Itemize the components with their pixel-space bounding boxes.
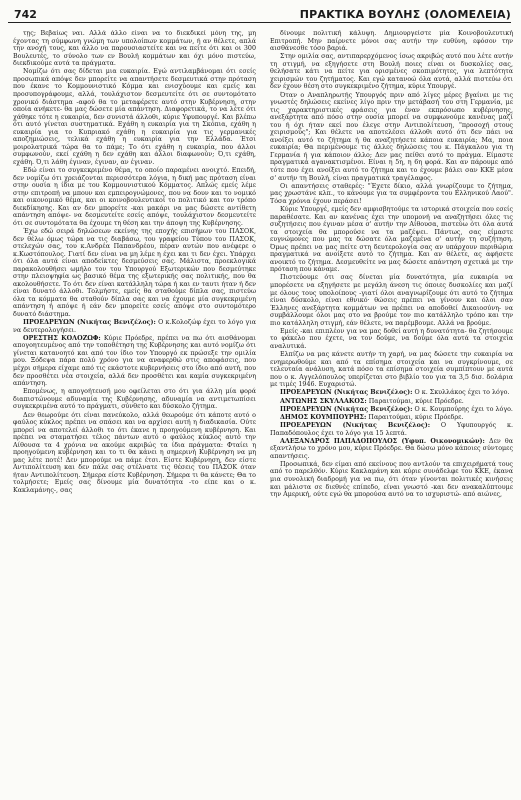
left-column: [13, 30, 256, 792]
paragraph: [13, 412, 256, 495]
paragraph-text: τῃς; Βεβαίως ναι. Αλλά άλλο είναι να το διεκδικεί μόνη της, μη έχοντας τη σύμφωνη γνώμη των υπολοίπων κομμάτων, ή αν θέλετε, απλά την ανοχή τους, και άλλο να παρουσιαστείτε και να πείτε ότι και οι 300 Βουλευτές, το σύνολο των εν Βουλή κομμάτων και όχι μόνο πιστεύω, διεκδικούμε αυτά τα πράγματα.: [13, 30, 256, 68]
paragraph-text: Ο κ. Σκυλλάκος έχει το λόγο.: [414, 389, 510, 397]
paragraph: [13, 167, 256, 227]
speaker-name: ΟΡΕΣΤΗΣ ΚΟΛΟΖΩΦ:: [23, 334, 101, 342]
paragraph-text: Ο κ. Κουμπούρης έχει το λόγο.: [414, 405, 513, 413]
paragraph-text: Στην ομιλία σας, αντιπαρερχόμενος ίσως ακριβώς αυτό που λέτε αυτήν τη στιγμή, να εξηγήσετε στη Βουλή ποιες είναι οι δυσκολίες σας, θελήσατε κάτι να πείτε για ορισμένες σκοπιμότητες, για λεπτότητα χειρισμών του ζητήματος. Και εγώ κατανοώ όλα αυτά, αλλά πιστεύω ότι δεν έχουν θέση στο συγκεκριμένο ζήτημα, κύριε Υπουργέ.: [270, 53, 513, 91]
paragraph: [270, 92, 513, 183]
paragraph-text: Έχω εδώ σειρά δηλώσεων εκείνης της εποχής επισήμων του ΠΑΣΟΚ, δεν θέλω όμως τώρα να τις διαβάσω, του γραφείου Τύπου του ΠΑΣΟΚ, στελεχών σας, του κ.Ανδρέα Παπανδρέου, πέραν αυτών που ανέφερε ο κ.Κωστόπουλος. Γιατί δεν είναι να μη λέμε η έχει και τι δεν έχει. Υπάρχει ότι όλα αυτά είναι αποδείκτες δεσμεύσεις σας. Μάλιστα, προεκλογικά παρακολουθήσει ωμήλο τον του Υπουργού Εξωτερικών που δεσμεύτηκε στην πλειοψηφία ως βασικό θέμα της εξωτερικής σας πολιτικής, που θα ακολουθήσετε. Το ότι δεν είναι κατάλληλη τώρα ή και εν ταυτι ήταν ή δεν είναι δυνατό άλλοθι. Τολμήστε, εμείς θα σταθούμε δίπλα σας, πιστεύω όλα τα κόμματα θα σταθούν δίπλα σας και να έχουμε μία συγκεκριμένη απάντηση ή απόψε ή εάν δεν μπορείτε εσείς απόψε στο συντομότερο δυνατό διάστημα.: [13, 228, 256, 319]
paragraph-text: Εμείς -και επιπλέον για να μας δοθεί αυτή η δυνατότητα- θα ζητήσουμε το φάκελο που έχετε, να τον δούμε, να δούμε όλα αυτά τα στοιχεία αναλυτικά.: [270, 327, 513, 350]
page-number: 742: [14, 8, 37, 21]
paragraph-text: Ελπίζω να μας κάνετε αυτήν τη χαρή, να μας δώσετε την ευκαιρία να ενημερωθούμε και από τα επίσημα στοιχεία και να συγκρίνουμε, σε τελευταία ανάλυση, κατά πόσο τα επίσημα στοιχεία συμπίπτουν με αυτά που ο κ. Αγγελόπουλος υπερίζεται στο βιβλίο του για τα 3,5 δισ. δολάρια με τιμές 1946. Ευχαριστώ.: [270, 351, 513, 389]
paragraph: [13, 228, 256, 319]
paragraph-text: Όταν ο Αναπληρωτής Υπουργός πριν από λίγες μέρες βγαίνει με τις γνωστές δηλώσεις εκείνες λίγο πριν την μετάβασή του στη Γερμανία, με τις χαρακτηριστικές φράσεις για έναν εκπρόσωπο κυβέρνησης, ανεξάρτητα από πόσο στην ουσία μπορεί να συμφωνούμε κανένας μαζί του ή όχι ήταν εκεί που έλεγε στην Αντιπολίτευση, "προσοχή στους χειρισμούς"; Και θέλετε να αποτελέσει άλλοθι αυτό ότι δεν πάει να ανοίξει αυτό το ζήτημα ή θα αναζητήσετε κάποια ευκαιρία; Μα, ποια ευκαιρία; Θα περιμένουμε τις άλλες δηλώσεις του κ. Πάγκαλου για τη Γερμανία ή για κάποιον άλλο; Δεν μας πείθει αυτό το πράγμα. Είμαστε πραγματικά αγανακτισμένοι. Είναι η 5η, η 6η φορά. Και αν πάρουμε από τότε που έχει ανοίξει αυτό το ζήτημα και το έχουμε βάλει σαν ΚΚΕ μέσα σ' αυτήν τη Βουλή, είναι πραγματικά τραγέλαφος.: [270, 91, 513, 182]
right-column: [270, 30, 513, 792]
paragraph-text: Επομένως, η απογοήτευσή μου οφείλεται στο ότι για άλλη μία φορά διαπιστώνουμε αδυναμία της Κυβέρνησης, αδυναμία να αντιμετωπίσει συγκεκριμένα αυτό το πράγματι, σύνθετο και δύσκολο ζήτημα.: [13, 388, 256, 411]
paragraph-text: Ο Υφυπουργός κ. Παπαδόπουλος έχει το λόγο για 15 λεπτά.: [270, 422, 513, 437]
paragraph: [270, 406, 513, 414]
paragraph: [270, 398, 513, 406]
paragraph-text: Παραιτούμαι, κύριε Πρόεδρε.: [368, 413, 464, 421]
paragraph: [270, 461, 513, 499]
speaker-name: ΠΡΟΕΔΡΕΥΩΝ (Νικήτας Βενιζέλος):: [280, 389, 413, 397]
speaker-name: ΔΗΜΟΣ ΚΟΥΜΠΟΥΡΗΣ:: [280, 413, 367, 421]
paragraph-text: Δεν θα εξαντλήσω το χρόνο μου, κύριε Πρόεδρε. Θα δώσω μόνο κάποιες σύντομες απαντήσεις.: [270, 437, 513, 460]
paragraph-text: Εδώ είναι το συγκεκριμένο θέμα, το οποίο παραμένει ανοιχτό. Επειδή, δεν νομίζω ότι χρειάζονται περισσότερα λόγια, η δική μας πρόταση είναι στην ουσία η ίδια με του Κομμουνιστικού Κόμματος. Απλώς εμείς λέμε στην επιτροπή να μπουν και εμπειρογνώμονες, που να δουν και το νομικό και οικονομικό θέμα, και οι κοινοβουλευτικοί το πολιτικό και τον τρόπο διεκδίκησης. Και αν δεν μπορείτε -και μακάρι να μας δώσετε αντίθετη απάντηση απόψε- να δεσμευτείτε εσείς απόψε, τουλάχιστον δεσμευτείτε ότι σε συντομότατα θα έχουμε τη θέση και την άποψη της Κυβέρνησης.: [13, 167, 256, 227]
paragraph: [270, 183, 513, 206]
paragraph: [270, 389, 513, 397]
paragraph-text: δίνουμε πολιτική κάλυψη. Δημιουργείστε μία Κοινοβουλευτική Επιτροπή. Μην παίρνετε μόνοι σας αυτήν την ευθύνη, εφόσον την αισθάνεσθε τόσο βαριά.: [270, 30, 513, 53]
paragraph: [13, 335, 256, 388]
paragraph-text: Ο κ.Κολοζώφ έχει το λόγο για να δευτερολογήσει.: [13, 319, 256, 334]
paragraph: [13, 319, 256, 334]
paragraph: [270, 274, 513, 327]
paragraph: [270, 30, 513, 53]
paragraph: [13, 30, 256, 68]
paragraph: [13, 68, 256, 166]
paragraph: [270, 351, 513, 389]
paragraph-text: Νομίζω ότι σας δίδεται μια ευκαιρία. Εγώ αντιλαμβάνομαι ότι εσείς προσωπικά απόψε δεν μπορείτε να απαντήσετε δεσμευτικά στην πρόταση που έκανε το Κομμουνιστικό Κόμμα και ενισχύουμε και εμείς και προσυπογράφουμε, αλλά, τουλάχιστον δεσμευτείτε ότι σε συντομότατο χρονικό διάστημα -αφού θα το μεταφέρετε αυτό στην Κυβέρνηση, στην οποία ανήκετε- θα μας δώσετε μία απάντηση. Διαφορετικά, το να λέτε ότι χάθηκε τότε η ευκαιρία, δεν συνιστά άλλοθι, κύριε Υφυπουργέ. Και βλέπω ότι αυτό γίνεται συστηματικά. Εχάθη η ευκαιρία για τη Σκόπια, εχάθη η ευκαιρία για το Κυπριακό εχάθη η ευκαιρία για τις γερμανικές αποζημιώσεις, τελικά εχάθη η ευκαιρία για την Ελλάδα. Έτσι μοιρολατρικά τώρα θα το πάμε; Το ότι εχάθη η ευκαιρία, που άλλοι συμφωνούν, εκεί εχάθη η δεν εχάθη και άλλοι διαφωνούν; Ό,τι εχάθη, εχάθη. Ό,τι λάθη έγιναν, έγιναν, αν έγιναν.: [13, 68, 256, 166]
speaker-name: ΠΡΟΕΔΡΕΥΩΝ (Νικήτας Βενιζέλος):: [280, 405, 413, 413]
paragraph-text: Οι απαντήσεις σταθερές: "Έχετε δίκιο, αλλά γνωρίζουμε το ζήτημα, μας χρωστάνε κλπ., το κάνουμε για τα συμφέροντα του Ελληνικού Λαού". Τόσα χρόνια έχουν περάσει!: [270, 182, 513, 205]
paragraph-text: Κύριε Πρόεδρε, πρέπει να πω ότι αισθάνομαι απογοητευμένος από την τοποθέτηση της Κυβέρνησης και αυτό νομίζω ότι γίνεται κατανοητό και από τον ίδιο τον Υπουργό εκ πρώσεξε την ομιλία μου. Ξόδεψα πάρα πολύ χρόνο για να αναφερθώ στις αποφάσεις, που μέχρι σήμερα είχαμε από τις εκάστοτε κυβερνήσεις στο ίδιο από αυτή, που δεν προσθέτει νέα στοιχεία, αλλά δεν προσθέτει και καμία συγκεκριμένη απάντηση.: [13, 334, 256, 388]
paragraph: [270, 206, 513, 274]
paragraph: [13, 388, 256, 411]
running-title: ΠΡΑΚΤΙΚΑ ΒΟΥΛΗΣ (ΟΛΟΜΕΛΕΙΑ): [299, 8, 511, 21]
paragraph: [270, 53, 513, 91]
paragraph-text: Παραιτούμαι, κύριε Πρόεδρε.: [368, 397, 464, 405]
speaker-name: ΑΛΕΞΑΝΔΡΟΣ ΠΑΠΑΔΟΠΟΥΛΟΣ (Υφυπ. Οικονομικών):: [280, 437, 485, 445]
speaker-name: ΠΡΟΕΔΡΕΥΩΝ (Νικήτας Βενιζέλος):: [280, 422, 431, 430]
header-rule: [8, 22, 511, 23]
paragraph: [270, 414, 513, 422]
paragraph: [270, 438, 513, 461]
paragraph: [270, 328, 513, 351]
paragraph-text: Πιστεύουμε ότι σας δίνεται μία δυνατότητα, μία ευκαιρία να μπορέσετε να εξηγήσετε με μεγάλη άνεση τις όποιες δυσκολίες και μαζί με όλους τους υπολοίπους -γιατί όλοι αναγνωρίζουμε ότι αυτό το ζήτημα είναι δύσκολο, είναι εθνικό· θώσεις πρέπει να γίνουν και όλοι σαν Έλληνες ανεξάρτητα κομμάτων να πρέπει να αποδοθεί Δικαιοσύνη- να συμβάλλουμε όλοι μας στο να βρούμε τον πιο κατάλληλο τρόπο και την πιο κατάλληλη στιγμή, εάν θέλετε, να παρέμβουμε. Αλλά να βρούμε.: [270, 274, 513, 327]
paragraph-text: Προσωπικά, δεν είμαι από εκείνους που αντλούν τα επιχειρήματά τους από το παρελθόν. Κύριε Κακλαμάνη και κύριε συνάδελφε του ΚΚΕ, έκανα μια συνολική διαδρομή για να πω, ότι όταν γίνονται πολιτικές κινήσεις και μάλιστα σε διεθνές επίπεδο, είναι γνωστό -και δεν ανακαλύπτουμε την Αμερική, ούτε εγώ θα μπορούσα αυτό να το ισχυριστώ- από αιώνες,: [270, 460, 513, 499]
speaker-name: ΑΝΤΩΝΗΣ ΣΚΥΛΛΑΚΟΣ:: [280, 397, 367, 405]
paragraph-text: Κύριε Υπουργέ, εμείς δεν αμφισβητούμε τα ιστορικά στοιχεία που εσείς παραθέσατε. Και αν κανένας έχει την υπομονή να αναζητήσει όλες τις συζητήσεις που έγιναν μέσα σ' αυτήν την Αίθουσα, πιστεύω ότι όλα αυτά τα στοιχεία θα μπορούσε να τα μαζέψει. Πάντως, σας είμαστε ευγνώμονες που μας τα δώσατε όλα μαζεμένα σ' αυτήν τη συζήτηση. Όμως πρέπει να μας πείτε στη δευτερολογία σας αν υπάρχουν περιθώρια πραγματικά να ανοίξετε αυτό το ζήτημα. Και αν θέλετε, ας αφήσετε ανοικτό το ζήτημα. Δεσμευθείτε να μας δώσετε απάντηση σχετικά με την πρόταση που κάναμε.: [270, 205, 513, 274]
paragraph: [270, 422, 513, 437]
paragraph-text: Δεν θεωρούμε ότι είναι πανεύκολο, αλλά θεωρούμε ότι κάποτε αυτό ο φαύλος κύκλος πρέπει να σπάσει και να αρχίσει αυτή η διαδικασία. Ούτε μπορεί να αποτελεί άλλοθι το ότι έκανε η προηγούμενη κυβέρνηση. Και πρέπει να σταματήσει τέλος πάντων αυτό ο φαύλος κύκλος αυτό την Αίθουσα τα 4 χρόνια να ακούμε ακριβώς τα ίδια πράγματα: Φταίει η προηγούμενη κυβέρνηση και το τι θα κάνει η σημερινή Κυβέρνηση να μη μας λέτε ποτέ! Δεν μπορούμε να πάμε έτσι. Είστε Κυβέρνηση, δεν είστε Αντιπολίτευση και δεν πάλε σας στέλνατε τις θέσεις του ΠΑΣΟΚ όταν ήταν Αντιπολίτευση. Σήμερα είστε Κυβέρνηση. Σήμερα τι θα κάνετε; Θα το τολμήσετε; Εμείς σας δίνουμε μία δυνατότητα -το είπε και ο κ. Κακλαμάνης-, σας: [13, 411, 256, 494]
speaker-name: ΠΡΟΕΔΡΕΥΩΝ (Νικήτας Βενιζέλος):: [23, 319, 156, 327]
